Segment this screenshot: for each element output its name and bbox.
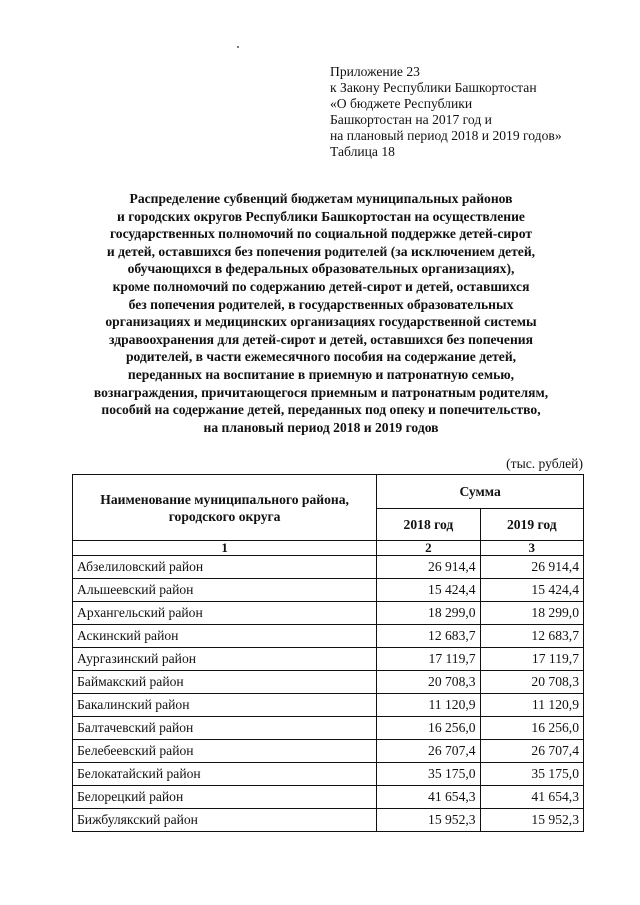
district-name: Баймакский район [73,671,377,694]
amount-2019: 26 707,4 [480,740,583,763]
table-row [73,763,584,786]
amount-2018: 11 120,9 [377,694,480,717]
amount-2019: 26 914,4 [480,556,583,579]
amount-2018: 26 914,4 [377,556,480,579]
district-name: Бижбулякский район [73,809,377,832]
title-line: родителей, в части ежемесячного пособия на содержание детей, [125,349,517,365]
appendix-line: «О бюджете Республики [330,96,473,111]
scan-speck [237,46,239,48]
subsidy-table [72,474,584,832]
table-row [73,809,584,832]
title-line: организациях и медицинских организациях государственной системы [105,314,537,330]
column-number: 1 [73,541,377,556]
title-line: и городских округов Республики Башкортостан на осуществление [117,208,525,224]
units-label: (тыс. рублей) [506,456,583,471]
table-row [73,579,584,602]
table-row [73,786,584,809]
appendix-block [330,64,562,160]
district-name: Белебеевский район [73,740,377,763]
district-name: Бакалинский район [73,694,377,717]
appendix-line: Башкортостан на 2017 год и [330,112,492,127]
table-row [73,694,584,717]
table-row [73,602,584,625]
amount-2019: 12 683,7 [480,625,583,648]
header-sum: Сумма [377,475,584,509]
amount-2019: 35 175,0 [480,763,583,786]
table-row [73,648,584,671]
appendix-line: на плановый период 2018 и 2019 годов» [330,128,562,143]
table-row [73,556,584,579]
title-line: без попечения родителей, в государственных образовательных [128,296,514,312]
document-title [60,190,582,436]
title-line: пособий на содержание детей, переданных под опеку и попечительство, [101,402,541,418]
table-row [73,671,584,694]
district-name: Белорецкий район [73,786,377,809]
table-label: Таблица 18 [330,144,395,159]
amount-2019: 15 952,3 [480,809,583,832]
amount-2019: 16 256,0 [480,717,583,740]
amount-2018: 16 256,0 [377,717,480,740]
column-number-row [73,541,584,556]
district-name: Аскинский район [73,625,377,648]
amount-2018: 26 707,4 [377,740,480,763]
table-row [73,717,584,740]
amount-2018: 12 683,7 [377,625,480,648]
title-line: кроме полномочий по содержанию детей-сирот и детей, оставшихся [112,278,530,294]
district-name: Абзелиловский район [73,556,377,579]
amount-2018: 18 299,0 [377,602,480,625]
amount-2019: 18 299,0 [480,602,583,625]
amount-2019: 17 119,7 [480,648,583,671]
amount-2018: 41 654,3 [377,786,480,809]
title-line: вознаграждения, причитающегося приемным и патронатным родителям, [93,384,549,400]
header-2018: 2018 год [377,509,480,541]
amount-2019: 41 654,3 [480,786,583,809]
amount-2018: 20 708,3 [377,671,480,694]
table-row [73,740,584,763]
column-number: 2 [377,541,480,556]
district-name: Аургазинский район [73,648,377,671]
amount-2019: 11 120,9 [480,694,583,717]
title-line: здравоохранения для детей-сирот и детей, оставшихся без попечения [109,331,533,347]
column-number: 3 [480,541,583,556]
district-name: Архангельский район [73,602,377,625]
appendix-line: Приложение 23 [330,64,420,79]
district-name: Белокатайский район [73,763,377,786]
amount-2019: 15 424,4 [480,579,583,602]
title-line: государственных полномочий по социальной поддержке детей-сирот [109,226,533,242]
amount-2018: 17 119,7 [377,648,480,671]
amount-2018: 15 952,3 [377,809,480,832]
title-line: обучающихся в федеральных образовательных организациях), [127,261,515,277]
amount-2019: 20 708,3 [480,671,583,694]
title-line: переданных на воспитание в приемную и патронатную семью, [127,366,515,382]
district-name: Альшеевский район [73,579,377,602]
title-line: на плановый период 2018 и 2019 годов [203,419,439,435]
district-name: Балтачевский район [73,717,377,740]
amount-2018: 15 424,4 [377,579,480,602]
appendix-line: к Закону Республики Башкортостан [330,80,537,95]
title-line: Распределение субвенций бюджетам муниципальных районов [129,191,513,206]
title-line: и детей, оставшихся без попечения родителей (за исключением детей, [106,243,536,259]
amount-2018: 35 175,0 [377,763,480,786]
header-name: Наименование муниципального района, городского округа [73,475,377,541]
table-row [73,625,584,648]
header-2019: 2019 год [480,509,583,541]
